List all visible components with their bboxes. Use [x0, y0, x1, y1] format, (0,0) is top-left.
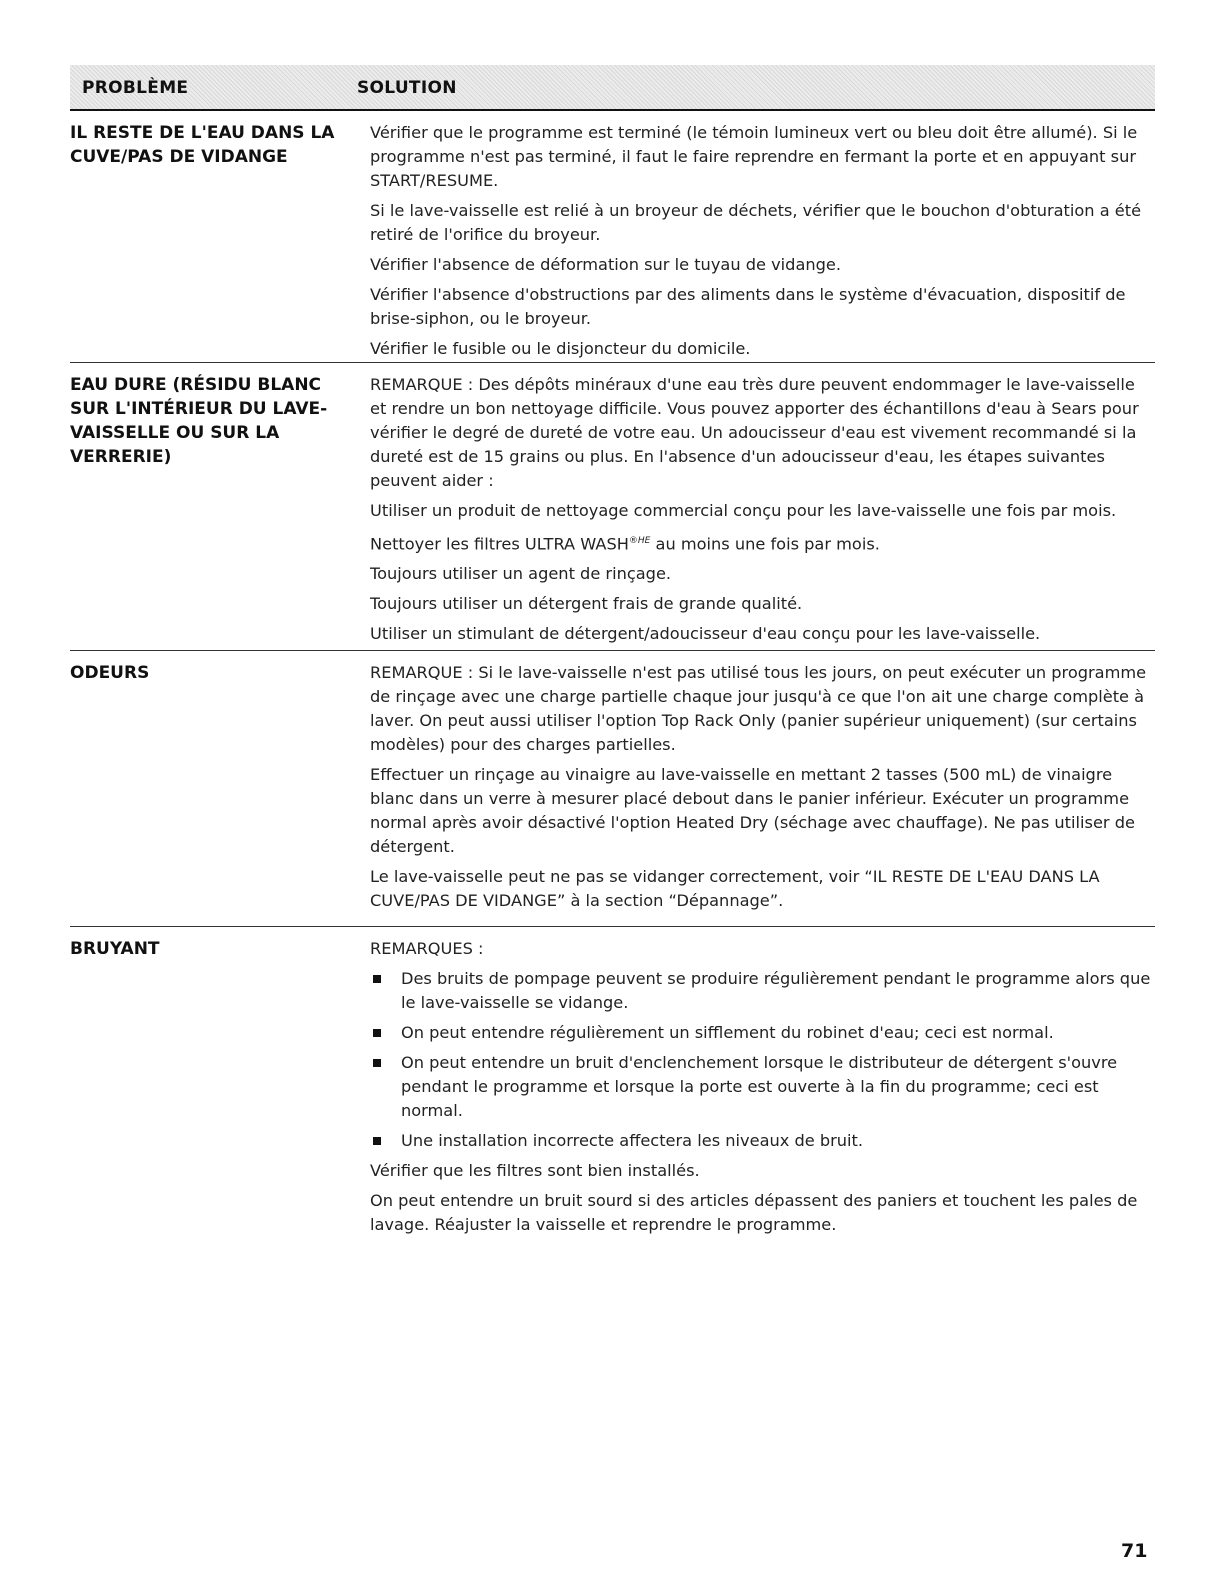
list-item-text: On peut entendre régulièrement un sifflement du robinet d'eau; ceci est normal.: [401, 1023, 1054, 1042]
text-part: Nettoyer les filtres ULTRA WASH: [370, 534, 629, 554]
table-row: [70, 363, 1155, 651]
problem-label: ODEURS: [70, 663, 150, 683]
solution-paragraph: Vérifier que les filtres sont bien installés.: [370, 1161, 700, 1180]
solution-cell: [370, 661, 1155, 916]
solution-paragraph: Le lave-vaisselle peut ne pas se vidanger correctement, voir “IL RESTE DE L'EAU DANS LA CUVE/PAS DE VIDANGE” à la section “Dépannage”.: [370, 867, 1100, 910]
list-item-text: Des bruits de pompage peuvent se produire régulièrement pendant le programme alors que le lave-vaisselle se vidange.: [401, 969, 1151, 1012]
table-row: [70, 651, 1155, 927]
solution-paragraph: Vérifier le fusible ou le disjoncteur du domicile.: [370, 339, 751, 358]
solution-paragraph: Vérifier l'absence de déformation sur le tuyau de vidange.: [370, 255, 842, 274]
header-problem: PROBLÈME: [82, 78, 189, 98]
list-item: [370, 1129, 1155, 1153]
solution-paragraph: [370, 529, 1155, 556]
square-bullet-icon: [373, 975, 381, 983]
list-item: [370, 1021, 1155, 1045]
solution-paragraph: Effectuer un rinçage au vinaigre au lave-vaisselle en mettant 2 tasses (500 mL) de vinaigre blanc dans un verre à mesurer placé debout dans le panier inférieur. Exécuter un programme normal après avoir désactivé l'option Heated Dry (séchage avec chauffage). Ne pas utiliser de détergent.: [370, 765, 1135, 856]
problem-label: BRUYANT: [70, 939, 160, 959]
solution-paragraph: Si le lave-vaisselle est relié à un broyeur de déchets, vérifier que le bouchon d'obturation a été retiré de l'orifice du broyeur.: [370, 201, 1142, 244]
solution-paragraph: On peut entendre un bruit sourd si des articles dépassent des paniers et touchent les pales de lavage. Réajuster la vaisselle et reprendre le programme.: [370, 1191, 1138, 1234]
solution-paragraph: Vérifier l'absence d'obstructions par des aliments dans le système d'évacuation, dispositif de brise-siphon, ou le broyeur.: [370, 285, 1126, 328]
list-item: [370, 1051, 1155, 1123]
solution-paragraph: REMARQUE : Si le lave-vaisselle n'est pas utilisé tous les jours, on peut exécuter un programme de rinçage avec une charge partielle chaque jour jusqu'à ce que l'on ait une charge complète à laver. On peut aussi utiliser l'option Top Rack Only (panier supérieur uniquement) (sur certains modèles) pour des charges partielles.: [370, 663, 1147, 754]
solution-cell: [370, 121, 1155, 358]
list-item-text: On peut entendre un bruit d'enclenchement lorsque le distributeur de détergent s'ouvre pendant le programme et lorsque la porte est ouverte à la fin du programme; ceci est normal.: [401, 1053, 1118, 1120]
text-part: au moins une fois par mois.: [650, 534, 880, 554]
header-solution: SOLUTION: [357, 78, 457, 98]
solution-paragraph: Toujours utiliser un détergent frais de grande qualité.: [370, 594, 803, 614]
square-bullet-icon: [373, 1059, 381, 1067]
table-header: [70, 65, 1155, 111]
troubleshooting-table: [70, 65, 1155, 1253]
problem-label: IL RESTE DE L'EAU DANS LA CUVE/PAS DE VIDANGE: [70, 123, 335, 167]
list-item: [370, 967, 1155, 1015]
problem-label: EAU DURE (RÉSIDU BLANC SUR L'INTÉRIEUR DU LAVE-VAISSELLE OU SUR LA VERRERIE): [70, 375, 328, 467]
solution-paragraph: REMARQUES :: [370, 939, 484, 958]
solution-cell: [370, 373, 1155, 644]
solution-paragraph: Vérifier que le programme est terminé (le témoin lumineux vert ou bleu doit être allumé). Si le programme n'est pas terminé, il faut le faire reprendre en fermant la porte et en appuyant sur START/RESUME.: [370, 123, 1138, 190]
remarks-list: [370, 967, 1155, 1153]
solution-paragraph: Utiliser un stimulant de détergent/adoucisseur d'eau conçu pour les lave-vaisselle.: [370, 624, 1041, 644]
table-row: [70, 927, 1155, 1253]
list-item-text: Une installation incorrecte affectera les niveaux de bruit.: [401, 1131, 864, 1150]
page-number: 71: [1121, 1540, 1148, 1562]
square-bullet-icon: [373, 1029, 381, 1037]
square-bullet-icon: [373, 1137, 381, 1145]
table-row: [70, 111, 1155, 363]
solution-paragraph: Utiliser un produit de nettoyage commercial conçu pour les lave-vaisselle une fois par mois.: [370, 501, 1117, 520]
trademark-superscript: ®HE: [628, 536, 651, 546]
solution-cell: [370, 937, 1155, 1243]
solution-paragraph: REMARQUE : Des dépôts minéraux d'une eau très dure peuvent endommager le lave-vaisselle et rendre un bon nettoyage difficile. Vous pouvez apporter des échantillons d'eau à Sears pour vérifier le degré de dureté de votre eau. Un adoucisseur d'eau est vivement recommandé si la dureté est de 15 grains ou plus. En l'absence d'un adoucisseur d'eau, les étapes suivantes peuvent aider :: [370, 375, 1139, 490]
solution-paragraph: Toujours utiliser un agent de rinçage.: [370, 564, 672, 584]
